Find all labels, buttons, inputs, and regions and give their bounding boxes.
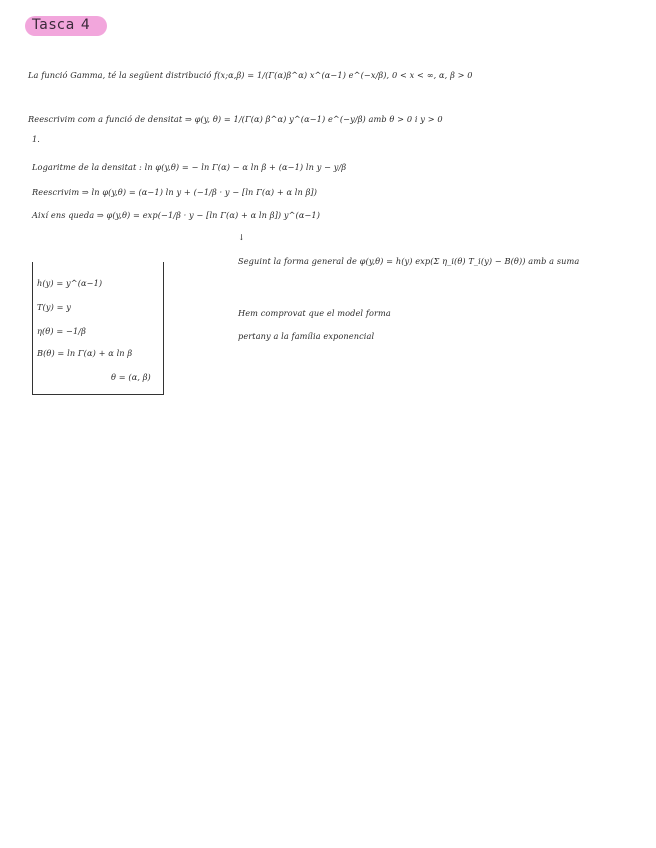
summary-box xyxy=(32,262,164,395)
text-line-8: pertany a la família exponencial xyxy=(238,331,375,341)
text-line-2: Reescrivim com a funció de densitat ⇒ φ(y, θ) = 1/(Γ(α) β^α) y^(α−1) e^(−y/β) amb θ > 0 i y > 0 xyxy=(28,114,443,124)
box-line-h: h(y) = y^(α−1) xyxy=(37,278,103,288)
step-number: 1. xyxy=(32,134,41,144)
box-line-eta: η(θ) = −1/β xyxy=(37,326,86,336)
box-line-theta: θ = (α, β) xyxy=(111,372,151,382)
text-line-4: Reescrivim ⇒ ln φ(y,θ) = (α−1) ln y + (−1/β · y − [ln Γ(α) + α ln β]) xyxy=(32,187,318,197)
text-line-5: Així ens queda ⇒ φ(y,θ) = exp(−1/β · y − [ln Γ(α) + α ln β]) y^(α−1) xyxy=(32,210,321,220)
box-line-B: B(θ) = ln Γ(α) + α ln β xyxy=(37,348,133,358)
title-highlight xyxy=(25,16,107,36)
text-line-1: La funció Gamma, té la següent distribució f(x;α,β) = 1/(Γ(α)β^α) x^(α−1) e^(−x/β), 0 < x < ∞, α, β > 0 xyxy=(28,70,473,80)
text-line-3: Logaritme de la densitat : ln φ(y,θ) = − ln Γ(α) − α ln β + (α−1) ln y − y/β xyxy=(32,162,347,172)
text-line-6: Seguint la forma general de φ(y,θ) = h(y) exp(Σ η_i(θ) T_i(y) − B(θ)) amb a suma xyxy=(238,256,580,266)
arrow-down: ↓ xyxy=(238,232,245,242)
page-title: Tasca 4 xyxy=(32,17,91,33)
box-line-T: T(y) = y xyxy=(37,302,71,312)
text-line-7: Hem comprovat que el model forma xyxy=(238,308,391,318)
